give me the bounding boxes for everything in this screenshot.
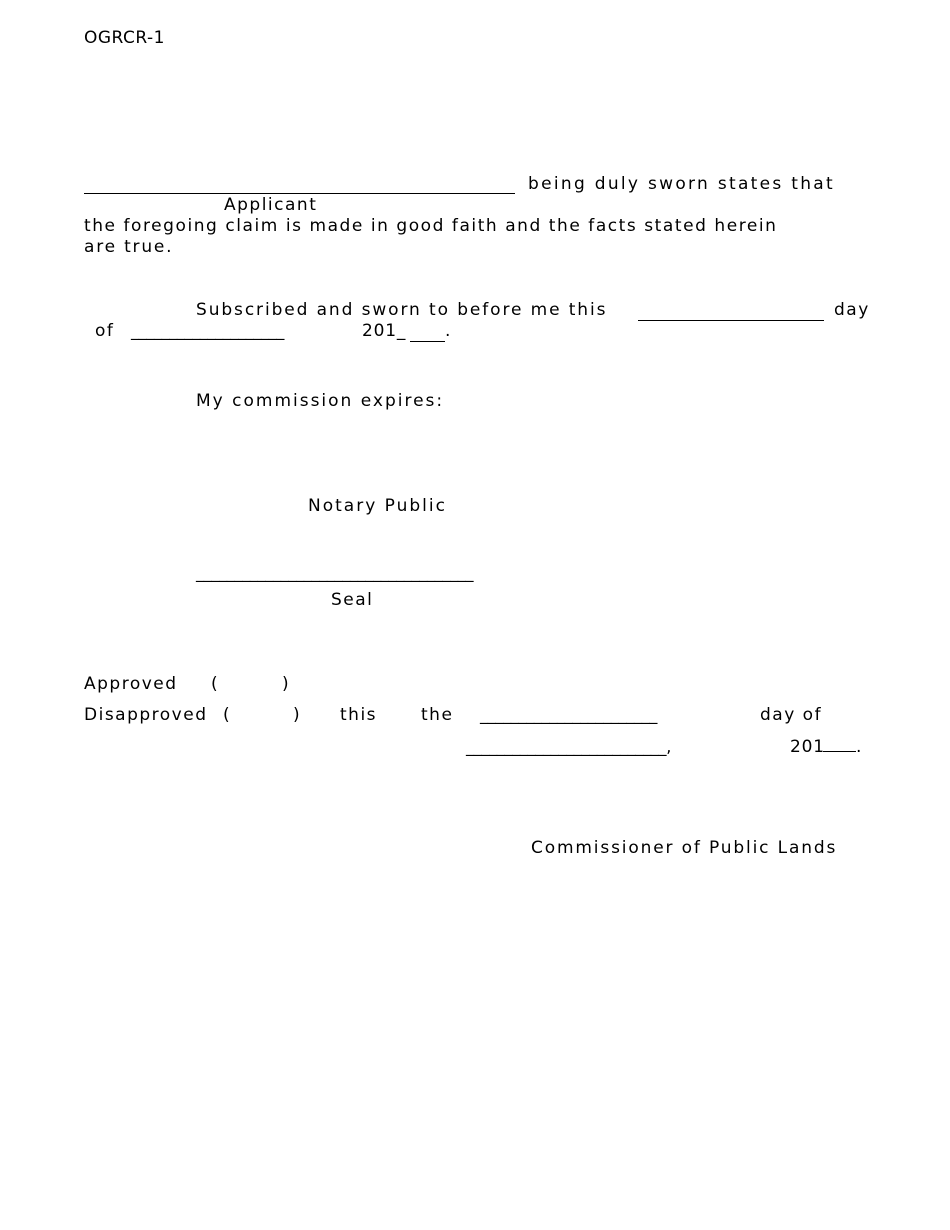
jurat-period: .	[445, 321, 452, 341]
oath-line1-tail: being duly sworn states that	[528, 174, 835, 194]
jurat-of-word: of	[95, 321, 115, 341]
approved-label: Approved	[84, 674, 178, 694]
commission-expires: My commission expires:	[196, 391, 445, 411]
applicant-signature-line	[84, 193, 515, 194]
form-id: OGRCR-1	[84, 28, 165, 48]
disapproved-label: Disapproved	[84, 705, 208, 725]
jurat-month-blank: ____________________	[131, 321, 285, 340]
seal-blank: ____________________________________	[196, 563, 474, 582]
disapproved-open-paren: (	[223, 705, 232, 725]
decision-year-prefix: 201	[790, 737, 825, 757]
decision-this-word: this	[340, 705, 378, 725]
decision-day-blank: _______________________	[480, 705, 658, 724]
jurat-year-blank	[410, 341, 445, 342]
jurat-line1: Subscribed and sworn to before me this	[196, 300, 608, 320]
disapproved-close-paren: )	[293, 705, 302, 725]
commissioner-label: Commissioner of Public Lands	[531, 838, 838, 858]
decision-the-word: the	[421, 705, 454, 725]
notary-public-label: Notary Public	[308, 496, 447, 516]
seal-label: Seal	[331, 590, 374, 610]
jurat-year-prefix: 201_	[362, 321, 407, 341]
oath-line2: the foregoing claim is made in good faith and the facts stated herein	[84, 216, 778, 236]
applicant-label: Applicant	[224, 195, 318, 215]
approved-close-paren: )	[282, 674, 291, 694]
decision-year-blank	[823, 751, 856, 752]
decision-period: .	[856, 737, 863, 757]
jurat-day-word: day	[834, 300, 870, 320]
oath-line3: are true.	[84, 237, 174, 257]
jurat-day-blank	[638, 320, 824, 321]
decision-day-of: day of	[760, 705, 823, 725]
decision-month-blank: __________________________,	[466, 737, 671, 756]
approved-open-paren: (	[211, 674, 220, 694]
